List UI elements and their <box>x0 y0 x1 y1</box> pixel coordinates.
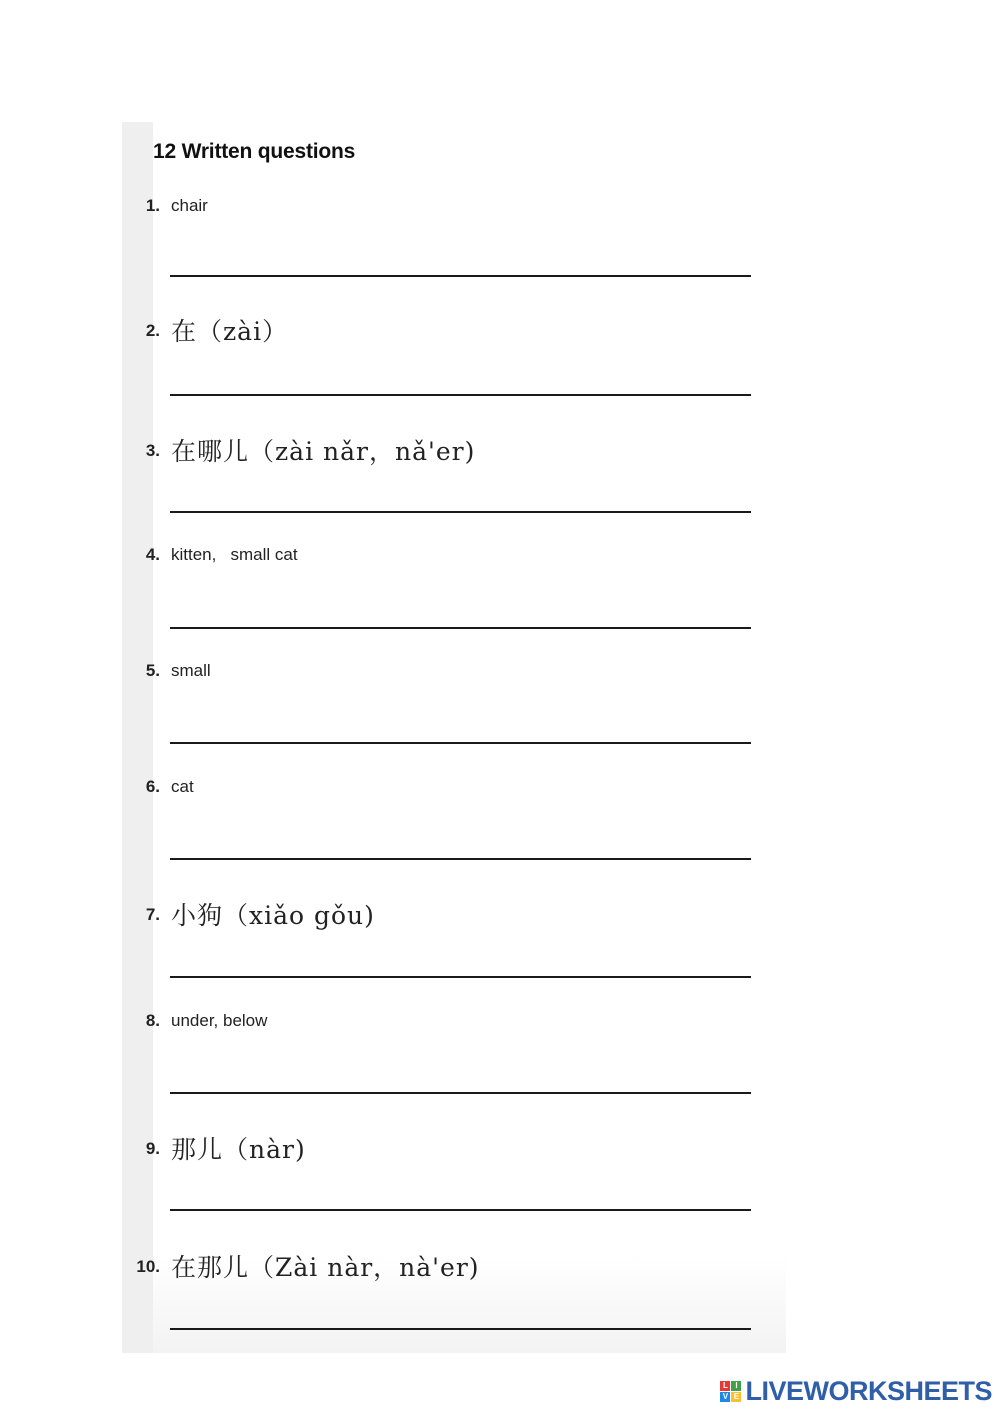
page-left-edge <box>122 122 153 1353</box>
question-number: 2. <box>145 321 160 340</box>
question-number: 6. <box>145 777 160 796</box>
question-prompt: 在那儿（Zài nàr，nà'er) <box>171 1253 480 1282</box>
answer-line-2[interactable] <box>170 394 751 396</box>
answer-line-7[interactable] <box>170 976 751 978</box>
question-prompt: 在哪儿（zài nǎr，nǎ'er) <box>171 437 476 466</box>
question-prompt: chair <box>171 196 208 215</box>
question-prompt: cat <box>171 777 194 796</box>
worksheet-title: 12 Written questions <box>153 140 356 163</box>
question-number: 5. <box>145 661 160 680</box>
question-number: 7. <box>145 905 160 924</box>
question-prompt: 在（zài） <box>171 317 289 346</box>
question-prompt: under, below <box>171 1011 268 1030</box>
answer-line-10[interactable] <box>170 1328 751 1330</box>
answer-line-1[interactable] <box>170 275 751 277</box>
logo-text: LIVEWORKSHEETS <box>745 1376 992 1406</box>
answer-line-6[interactable] <box>170 858 751 860</box>
question-number: 9. <box>145 1139 160 1158</box>
logo-mark-letter: I <box>731 1381 741 1391</box>
logo-mark-icon <box>720 1381 741 1402</box>
answer-line-8[interactable] <box>170 1092 751 1094</box>
logo-mark-letter: L <box>720 1381 730 1391</box>
logo-mark-letter: E <box>731 1392 741 1402</box>
question-number: 3. <box>145 441 160 460</box>
answer-line-5[interactable] <box>170 742 751 744</box>
question-number: 10. <box>136 1257 160 1276</box>
question-prompt: kitten, small cat <box>171 545 298 564</box>
question-number: 8. <box>145 1011 160 1030</box>
answer-line-9[interactable] <box>170 1209 751 1211</box>
answer-line-4[interactable] <box>170 627 751 629</box>
worksheet-page <box>122 122 786 1353</box>
question-prompt: 那儿（nàr) <box>171 1135 306 1164</box>
logo-mark-letter: V <box>720 1392 730 1402</box>
answer-line-3[interactable] <box>170 511 751 513</box>
question-number: 1. <box>145 196 160 215</box>
liveworksheets-logo <box>720 1376 992 1407</box>
question-prompt: small <box>171 661 211 680</box>
question-prompt: 小狗（xiǎo gǒu) <box>171 901 375 930</box>
question-number: 4. <box>145 545 160 564</box>
